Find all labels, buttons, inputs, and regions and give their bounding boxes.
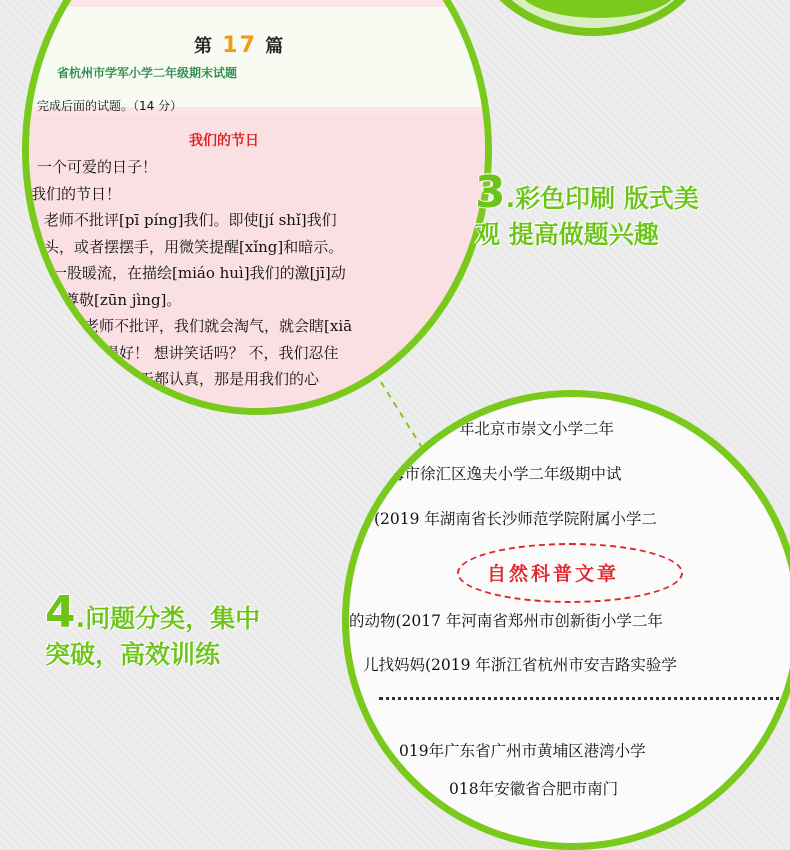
magnified-page-circle-2 [342, 390, 790, 850]
dotted-divider [379, 697, 790, 700]
toc-row: 年北京市崇文小学二年 [459, 420, 615, 438]
toc-row: (2019 年湖南省长沙师范学院附属小学二 [374, 510, 657, 528]
story-text [29, 154, 352, 393]
toc-row: 海市徐汇区逸夫小学二年级期中试 [389, 465, 622, 483]
toc-row: 儿找妈妈(2019 年浙江省杭州市安吉路实验学 [363, 656, 677, 674]
chapter-title: 第 17 篇 [194, 33, 286, 58]
feature-3-heading: 3.彩色印刷 版式美 观 提高做题兴趣 [475, 167, 699, 249]
text-line: ，老师不批评[pī píng]我们。即使[jí shǐ]我们 [29, 211, 337, 229]
feature-4-heading: 4.问题分类，集中 突破，高效训练 [45, 587, 261, 669]
toc-row: 018年安徽省合肥市南门 [449, 780, 619, 798]
toc-row: 019年广东省广州市黄埔区港湾小学 [399, 742, 646, 760]
text-line: 我们的节日！ [31, 184, 122, 203]
text-line: ，老师不批评，我们就会淘气，就会瞎[xiā [69, 317, 353, 335]
category-badge: 自然科普文章 [487, 563, 620, 585]
text-line: 有一股暖流，在描绘[miáo huì]我们的激[jī]动 [37, 264, 346, 282]
text-line: 做得好！ 想讲笑话吗？ 不，我们忍住 [89, 343, 339, 362]
text-line: 摇头，或者摆摆手，用微笑提醒[xǐng]和暗示。 [29, 237, 344, 256]
instruction: 完成后面的试题。（14 分） [37, 99, 183, 113]
magnified-page-circle-1 [22, 0, 492, 415]
toc-row: 的动物(2017 年河南省郑州市创新街小学二年 [349, 612, 663, 630]
story-title: 我们的节日 [189, 133, 259, 149]
text-line: 哪一天都认真，那是用我们的心 [109, 370, 320, 388]
text-line: 的尊敬[zūn jìng]。 [49, 290, 182, 309]
exam-source: 省杭州市学军小学二年级期末试题 [57, 66, 238, 80]
text-line: 一个可爱的日子！ [37, 158, 158, 176]
